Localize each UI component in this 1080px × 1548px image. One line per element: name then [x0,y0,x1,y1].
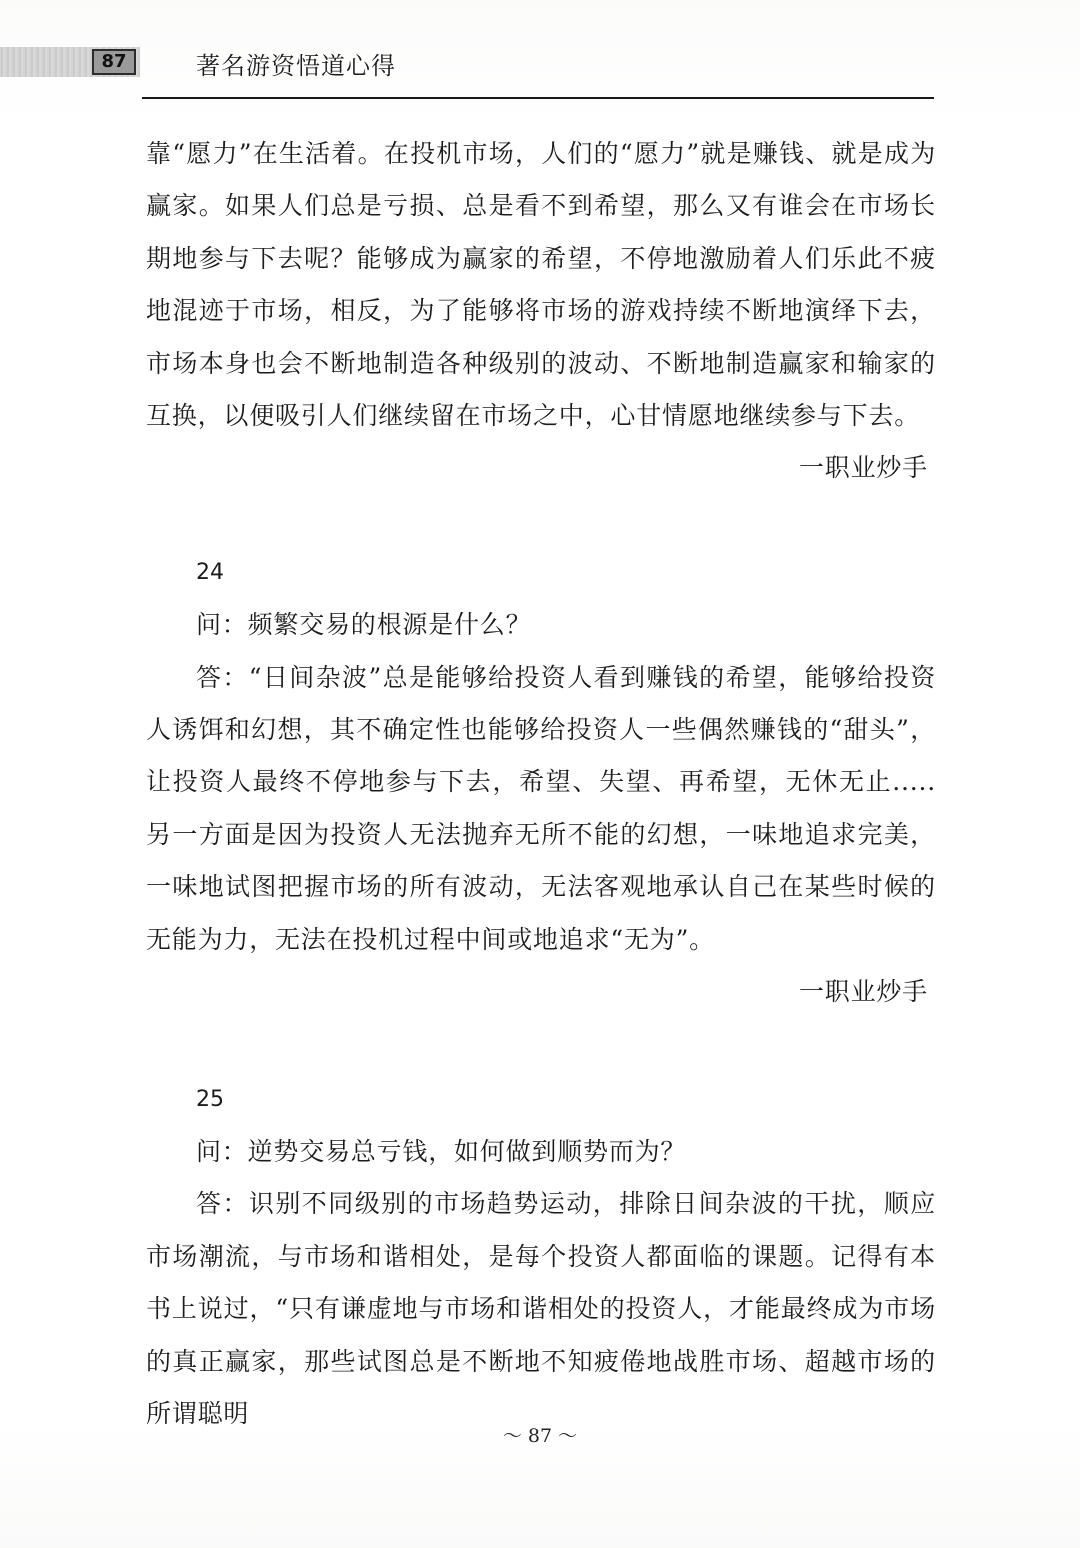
section-spacer [146,495,936,547]
intro-paragraph: 靠“愿力”在生活着。在投机市场，人们的“愿力”就是赚钱、就是成为赢家。如果人们总是亏损、总是看不到希望，那么又有谁会在市场长期地参与下去呢？能够成为赢家的希望，不停地激励着人们乐此不疲地混迹于市场，相反，为了能够将市场的游戏持续不断地演绎下去，市场本身也会不断地制造各种级别的波动、不断地制造赢家和输家的互换，以便吸引人们继续留在市场之中，心甘情愿地继续参与下去。 [146,139,936,431]
intro-signature: 一职业炒手 [798,453,928,483]
answer-24-signature: 一职业炒手 [798,977,928,1007]
footer-page-number: ～ 87 ～ [502,1425,578,1447]
page-body [146,128,936,1440]
header-divider [142,97,934,99]
question-25: 问：逆势交易总亏钱，如何做到顺势而为？ [196,1136,687,1166]
header-page-number: 87 [92,49,136,75]
answer-25: 答：识别不同级别的市场趋势运动，排除日间杂波的干扰，顺应市场潮流，与市场和谐相处，是每个投资人都面临的课题。记得有本书上说过，“只有谦虚地与市场和谐相处的投资人，才能最终成为市场的真正赢家，那些试图总是不断地不知疲倦地战胜市场、超越市场的所谓聪明 [146,1189,936,1428]
answer-24: 答：“日间杂波”总是能够给投资人看到赚钱的希望，能够给投资人诱饵和幻想，其不确定性也能够给投资人一些偶然赚钱的“甜头”，让投资人最终不停地参与下去，希望、失望、再希望，无休无止.....另一方面是因为投资人无法抛弃无所不能的幻想，一味地追求完美，一味地试图把握市场的所有波动，无法客观地承认自己在某些时候的无能为力，无法在投机过程中间或地追求“无为”。 [146,662,936,954]
section-spacer [146,1019,936,1074]
question-number-24: 24 [196,559,224,585]
question-number-25: 25 [196,1086,224,1112]
running-book-title: 著名游资悟道心得 [196,52,396,80]
question-24: 问：频繁交易的根源是什么？ [196,610,532,640]
